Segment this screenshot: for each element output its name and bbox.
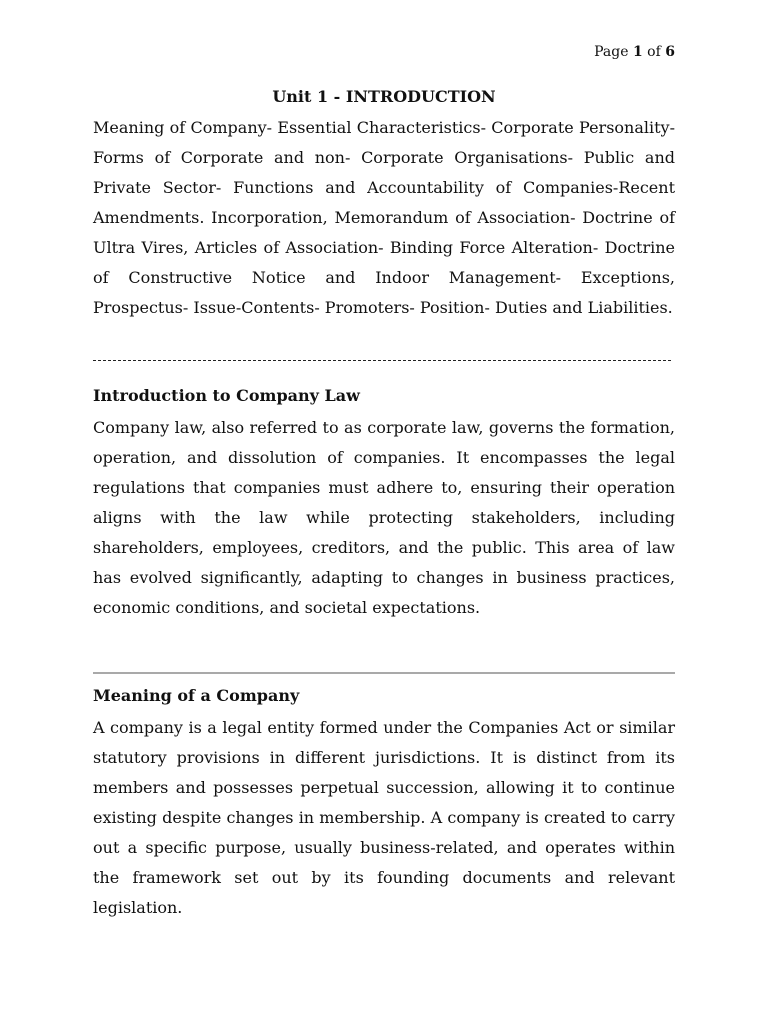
page-total: 6 (665, 44, 675, 60)
introduction-paragraph: Company law, also referred to as corporate law, governs the formation, operation, and dissolution of companies. It encompasses the legal regulations that companies must adhere to, ensuring their operation aligns with the law while protecting stakeholders, including shareholders, employees, creditors, and the public. This area of law has evolved significantly, adapting to changes in business practices, economic conditions, and societal expectations. (93, 418, 675, 617)
dashed-separator (93, 360, 671, 361)
meaning-paragraph: A company is a legal entity formed under the Companies Act or similar statutory provisions in different jurisdictions. It is distinct from its members and possesses perpetual succession, allowing it to continue existing despite changes in membership. A company is created to carry out a specific purpose, usually business-related, and operates within the framework set out by its founding documents and relevant legislation. (93, 718, 675, 917)
unit-title: Unit 1 - INTRODUCTION (272, 87, 496, 106)
syllabus-paragraph: Meaning of Company- Essential Characteristics- Corporate Personality- Forms of Corporate and non- Corporate Organisations- Public and Private Sector- Functions and Accountability of Companies-Recent Amendments. Incorporation, Memorandum of Association- Doctrine of Ultra Vires, Articles of Association- Binding Force Alteration- Doctrine of Constructive Notice and Indoor Management- Exceptions, Prospectus- Issue-Contents- Promoters- Position- Duties and Liabilities. (93, 118, 675, 317)
section-heading-introduction: Introduction to Company Law (93, 386, 360, 405)
page-current: 1 (632, 44, 643, 60)
page-number (594, 42, 675, 62)
page-of: of (647, 44, 661, 60)
page-prefix: Page (594, 44, 629, 60)
section-heading-meaning: Meaning of a Company (93, 686, 300, 705)
horizontal-rule (93, 672, 675, 674)
